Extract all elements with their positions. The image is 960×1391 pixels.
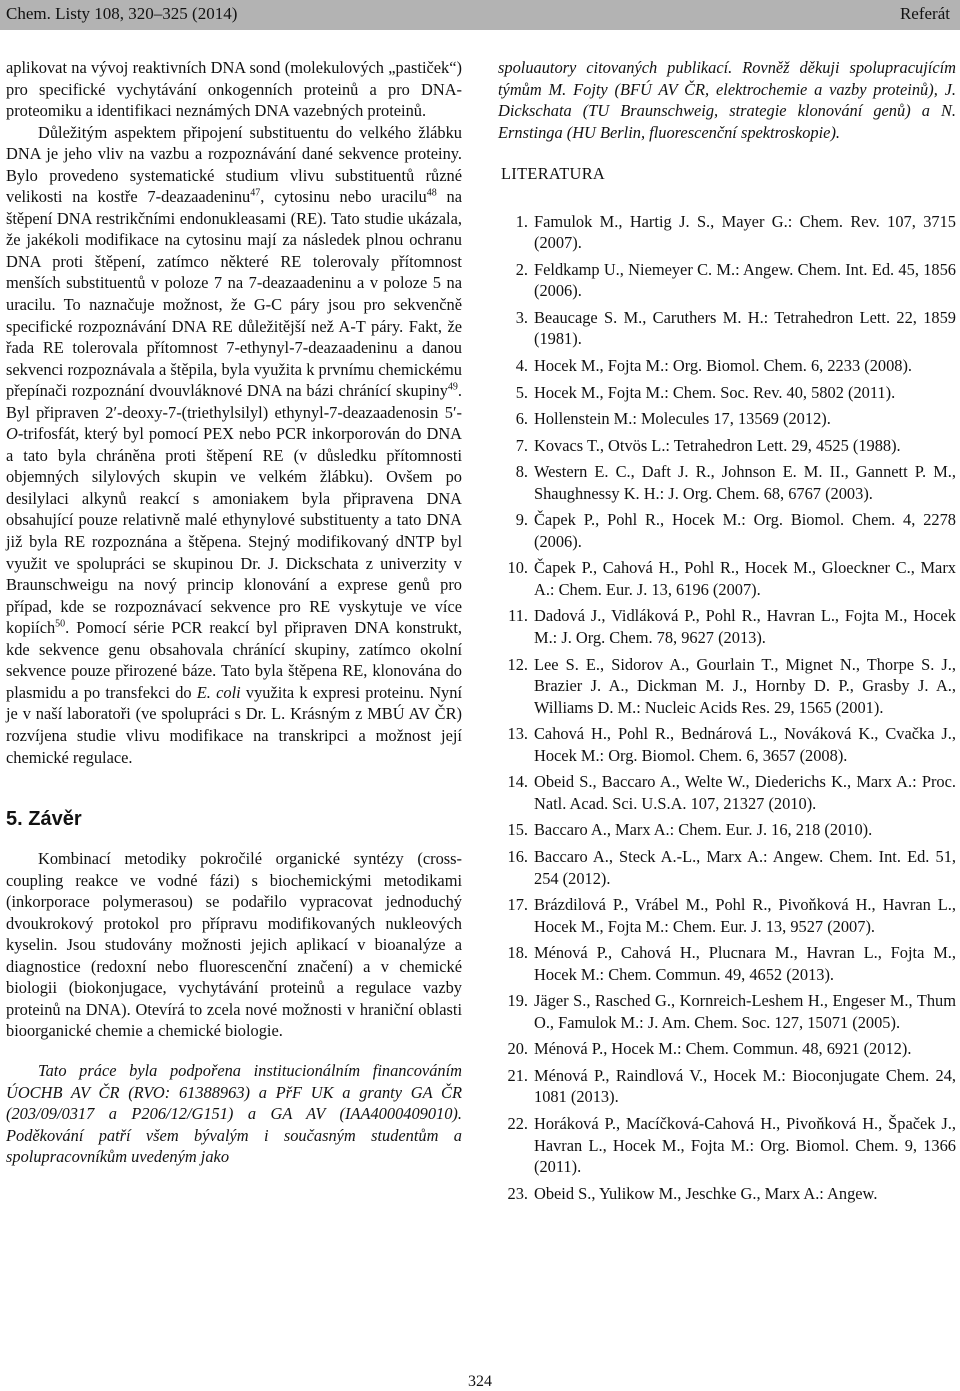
acknowledgement: Tato práce byla podpořena institucionálním financováním ÚOCHB AV ČR (RVO: 61388963) a PřF UK a granty GA ČR (203/09/0317 a P206/12/G151) a GA AV (IAA4000409010). Poděkování patří všem bývalým i současným studentům a spolupracovníkům uvedeným jako: [6, 1060, 462, 1167]
reference-item: [498, 211, 956, 254]
running-header: [0, 0, 960, 30]
reference-item: [498, 259, 956, 302]
reference-text: Baccaro A., Steck A.-L., Marx A.: Angew. Chem. Int. Ed. 51, 254 (2012).: [534, 846, 956, 888]
reference-number: 2.: [515, 259, 528, 279]
reference-text: Hollenstein M.: Molecules 17, 13569 (2012).: [534, 409, 831, 429]
reference-item: [498, 307, 956, 350]
reference-number: 5.: [515, 382, 528, 402]
citation-superscript: 50: [55, 618, 66, 630]
reference-item: [498, 605, 956, 648]
reference-item: [498, 942, 956, 985]
reference-number: 4.: [515, 356, 528, 376]
reference-number: 8.: [515, 462, 528, 482]
reference-number: 22.: [507, 1113, 528, 1133]
reference-number: 3.: [515, 307, 528, 327]
reference-number: 20.: [507, 1039, 528, 1059]
reference-item: [498, 654, 956, 719]
reference-item: [498, 461, 956, 504]
reference-number: 7.: [515, 435, 528, 455]
reference-item: [498, 723, 956, 766]
page-number: 324: [468, 1373, 492, 1390]
reference-item: [498, 894, 956, 937]
article-type: Referát: [899, 4, 950, 23]
reference-text: Čapek P., Pohl R., Hocek M.: Org. Biomol. Chem. 4, 2278 (2006).: [534, 510, 956, 551]
citation-superscript: 47: [250, 187, 261, 199]
reference-number: 16.: [507, 846, 528, 866]
reference-text: Beaucage S. M., Caruthers M. H.: Tetrahedron Lett. 22, 1859 (1981).: [534, 307, 956, 349]
reference-number: 10.: [507, 558, 528, 578]
reference-text: Lee S. E., Sidorov A., Gourlain T., Mignet N., Thorpe S. J., Brazier J. A., Dickman M. J., Hornby D. P., Grasby J. A., Williams D. M.: Nucleic Acids Res. 29, 1565 (2001).: [534, 654, 956, 717]
paragraph: aplikovat na vývoj reaktivních DNA sond (molekulových „pastiček“) pro specifické vychytávání onkogenních proteinů a pro DNA-proteomiku a identifikaci neznámých DNA vazebných proteinů.: [6, 58, 462, 121]
reference-text: Horáková P., Macíčková-Cahová H., Pivoňková H., Špaček J., Havran L., Hocek M., Fojta M.: Org. Biomol. Chem. 9, 1366 (2011).: [534, 1113, 956, 1177]
reference-item: [498, 1038, 956, 1060]
reference-text: Obeid S., Baccaro A., Welte W., Diederichs K., Marx A.: Proc. Natl. Acad. Sci. U.S.A. 107, 21327 (2010).: [534, 772, 956, 813]
reference-item: [498, 355, 956, 377]
reference-text: Jäger S., Rasched G., Kornreich-Leshem H., Engeser M., Thum O., Famulok M.: J. Am. Chem. Soc. 127, 15071 (2005).: [534, 991, 956, 1032]
reference-item: [498, 1113, 956, 1178]
reference-number: 1.: [515, 211, 528, 231]
reference-number: 21.: [507, 1065, 528, 1085]
section-heading: 5. Závěr: [6, 808, 82, 831]
journal-citation: Chem. Listy 108, 320–325 (2014): [6, 4, 238, 23]
reference-number: 23.: [507, 1183, 528, 1203]
reference-text: Cahová H., Pohl R., Bednárová L., Nováková K., Cvačka J., Hocek M.: Org. Biomol. Chem. 6, 3657 (2008).: [534, 724, 956, 765]
reference-number: 15.: [507, 820, 528, 840]
reference-number: 6.: [515, 409, 528, 429]
citation-superscript: 49: [447, 381, 458, 393]
reference-number: 9.: [515, 510, 528, 530]
reference-text: Hocek M., Fojta M.: Org. Biomol. Chem. 6, 2233 (2008).: [534, 356, 913, 376]
reference-text: Ménová P., Hocek M.: Chem. Commun. 48, 6921 (2012).: [534, 1039, 912, 1059]
reference-item: [498, 509, 956, 552]
reference-text: Kovacs T., Otvös L.: Tetrahedron Lett. 29, 4525 (1988).: [534, 435, 901, 455]
acknowledgement-continued: spoluautory citovaných publikací. Rovněž děkuji spolupracujícím týmům M. Fojty (BFÚ AV ČR, elektrochemie a vazby proteinů), J. Dickschata (TU Braunschweig, strategie klonování genů) a N. Ernstinga (HU Berlin, fluorescenční spektroskopie).: [498, 58, 956, 142]
reference-number: 18.: [507, 943, 528, 963]
reference-list: [498, 211, 956, 1204]
reference-item: [498, 557, 956, 600]
reference-text: Western E. C., Daft J. R., Johnson E. M. II., Gannett P. M., Shaughnessy K. H.: J. Org. Chem. 68, 6767 (2003).: [534, 462, 956, 503]
left-column: [6, 57, 462, 1168]
literature-heading: LITERATURA: [501, 164, 606, 184]
reference-text: Famulok M., Hartig J. S., Mayer G.: Chem. Rev. 107, 3715 (2007).: [534, 211, 956, 253]
reference-text: Ménová P., Cahová H., Plucnara M., Havran L., Fojta M., Hocek M.: Chem. Commun. 49, 4652 (2013).: [534, 943, 956, 984]
reference-item: [498, 408, 956, 430]
reference-text: Hocek M., Fojta M.: Chem. Soc. Rev. 40, 5802 (2011).: [534, 382, 896, 402]
reference-item: [498, 990, 956, 1033]
reference-number: 19.: [507, 991, 528, 1011]
reference-number: 17.: [507, 895, 528, 915]
reference-text: Obeid S., Yulikow M., Jeschke G., Marx A.: Angew.: [534, 1183, 878, 1203]
reference-text: Baccaro A., Marx A.: Chem. Eur. J. 16, 218 (2010).: [534, 820, 873, 840]
reference-item: [498, 382, 956, 404]
reference-item: [498, 771, 956, 814]
reference-text: Brázdilová P., Vrábel M., Pohl R., Pivoňková H., Havran L., Hocek M., Fojta M.: Chem. Eur. J. 13, 9527 (2007).: [534, 895, 956, 936]
reference-text: Čapek P., Cahová H., Pohl R., Hocek M., Gloeckner C., Marx A.: Chem. Eur. J. 13, 6196 (2007).: [534, 558, 956, 599]
reference-item: [498, 1183, 956, 1205]
right-column: [498, 57, 956, 1204]
conclusion-paragraph: Kombinací metodiky pokročilé organické syntézy (cross-coupling reakce ve vodné fázi) s biochemickými metodikami (inkorporace polymerasou) se podařilo vypracovat jednoduchý dvoukrokový protokol pro přípravu modifikovaných nukleových kyselin. Jsou studovány možnosti jejich aplikací v bioanalýze a diagnostice (redoxní nebo fluorescenční značení) a v chemické biologii (biokonjugace, vychytávání proteinů a regulace vazby proteinů na DNA). Otevírá to zcela nové možnosti v hraniční oblasti bioorganické chemie a chemické biologie.: [6, 849, 462, 1041]
reference-text: Ménová P., Raindlová V., Hocek M.: Bioconjugate Chem. 24, 1081 (2013).: [534, 1065, 956, 1107]
reference-item: [498, 846, 956, 889]
citation-superscript: 48: [426, 187, 437, 199]
reference-number: 11.: [508, 606, 528, 626]
paragraph: Důležitým aspektem připojení substituentu do velkého žlábku DNA je jeho vliv na vazbu a rozpoznávání dané sekvence proteiny. Bylo provedeno systematické studium vlivu substituentů různé velikosti na kostře 7-deazaadeninu$^{47}$, cytosinu nebo uracilu$^{48}$ na štěpení DNA restrikčními endonukleasami (RE). Tato studie ukázala, že jakékoli modifikace na cytosinu mají za následek plnou ochranu DNA proti štěpení, zatímco některé RE tolerovaly přítomnost menších substituentů v poloze 7 na 7-deazaadeninu a v poloze 5 na uracilu. To naznačuje možnost, že G-C páry jsou pro sekvenčně specifické rozpoznávání DNA RE důležitější než A-T páry. Fakt, že řada RE tolerovala přítomnost 7-ethynyl-7-deazaadeninu a danou sekvenci rozpoznávala a štěpila, byla využita k prvnímu chemickému přepínači rozpoznání dvouvláknové DNA na bázi chránící skupiny$^{49}$. Byl připraven 2′-deoxy-7-(triethylsilyl) ethynyl-7-deazaadenosin 5′-O-trifosfát, který byl pomocí PEX nebo PCR inkorporován do DNA a tato byla chráněna proti štěpení RE (v důsledku přítomnosti objemných silylových skupin ve velkém žlábku). Ovšem po desilylaci alkynů reakcí s amoniakem byla připravena DNA obsahující pouze relativně malé ethynylové substituenty a tato DNA již byla RE rozpoznána a štěpena. Stejný modifikovaný dNTP byl využit ve spolupráci se skupinou Dr. J. Dickschata z univerzity v Braunschweigu na nový princip klonování a exprese genů pro případ, kde se rozpoznávací sekvence pro RE vyskytuje ve více kopiích$^{50}$. Pomocí série PCR reakcí byl připraven DNA konstrukt, kde sekvence genu obsahovala chránící skupiny, zatímco okolní sekvence pouze přirozené báze. Tato byla štěpena RE, klonována do plasmidu a po transfekci do E. coli využita k expresi proteinu. Nyní je v naší laboratoři (ve spolupráci s Dr. L. Krásným z MBÚ AV ČR) rozvíjena studie vlivu modifikace na transkripci a možnost její chemické regulace.: [6, 122, 463, 767]
reference-item: [498, 819, 956, 841]
reference-item: [498, 1065, 956, 1108]
reference-text: Dadová J., Vidláková P., Pohl R., Havran L., Fojta M., Hocek M.: J. Org. Chem. 78, 9627 (2013).: [534, 606, 956, 648]
reference-number: 12.: [507, 654, 528, 674]
reference-item: [498, 435, 956, 457]
reference-number: 14.: [507, 772, 528, 792]
reference-number: 13.: [507, 724, 528, 744]
reference-text: Feldkamp U., Niemeyer C. M.: Angew. Chem. Int. Ed. 45, 1856 (2006).: [534, 259, 956, 301]
